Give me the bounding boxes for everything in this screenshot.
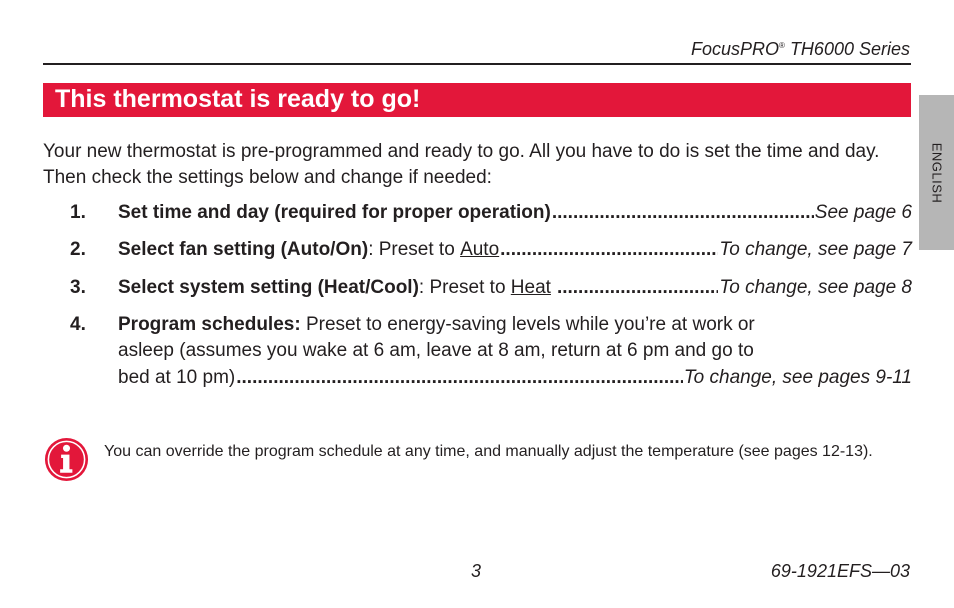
dot-leader bbox=[552, 200, 814, 226]
product-name: FocusPRO bbox=[690, 39, 780, 59]
info-note: You can override the program schedule at any time, and manually adjust the temperature (see pages 12-13). bbox=[104, 443, 873, 460]
step-number: 3. bbox=[70, 277, 86, 298]
document-code: 69-1921EFS—03 bbox=[770, 561, 910, 581]
preset-prefix: : Preset to bbox=[368, 239, 461, 260]
page-number: 3 bbox=[471, 561, 482, 581]
step-title: Select fan setting (Auto/On) bbox=[118, 239, 369, 260]
header-title bbox=[691, 39, 910, 60]
intro-paragraph: Your new thermostat is pre-programmed and ready to go. All you have to do is set the time and day. Then check the settings below and change if needed: bbox=[43, 141, 880, 188]
dot-leader bbox=[236, 365, 683, 391]
step-number: 2. bbox=[70, 239, 86, 260]
preset-value: Heat bbox=[510, 277, 551, 298]
language-tab-label: ENGLISH bbox=[929, 142, 944, 203]
step-title: Select system setting (Heat/Cool) bbox=[118, 277, 419, 298]
page-reference: To change, see pages 9-11 bbox=[683, 367, 912, 388]
dot-leader bbox=[557, 275, 718, 301]
step-4 bbox=[70, 312, 912, 392]
registered-mark: ® bbox=[779, 41, 785, 50]
preset-value: Auto bbox=[460, 239, 500, 260]
step-line: asleep (assumes you wake at 6 am, leave at 8 am, return at 6 pm and go to bbox=[118, 340, 754, 361]
step-line bbox=[118, 312, 912, 338]
section-banner bbox=[43, 83, 911, 117]
step-number: 1. bbox=[70, 202, 86, 223]
page-reference: To change, see page 7 bbox=[719, 239, 912, 260]
series-name: TH6000 Series bbox=[789, 39, 910, 59]
step-number: 4. bbox=[70, 314, 86, 335]
header-rule bbox=[43, 63, 911, 65]
preset-prefix: : Preset to bbox=[418, 277, 511, 298]
dot-leader bbox=[500, 237, 718, 263]
step-description: Preset to energy-saving levels while you’re at work or bbox=[300, 314, 755, 335]
step-line bbox=[118, 365, 912, 391]
section-title: This thermostat is ready to go! bbox=[55, 85, 421, 113]
page-reference: See page 6 bbox=[814, 202, 912, 223]
info-icon bbox=[43, 436, 90, 483]
language-tab bbox=[919, 95, 954, 250]
step-description: bed at 10 pm) bbox=[118, 367, 236, 388]
page-reference: To change, see page 8 bbox=[719, 277, 912, 298]
step-title: Program schedules: bbox=[118, 314, 301, 335]
step-title: Set time and day (required for proper operation) bbox=[118, 202, 551, 223]
